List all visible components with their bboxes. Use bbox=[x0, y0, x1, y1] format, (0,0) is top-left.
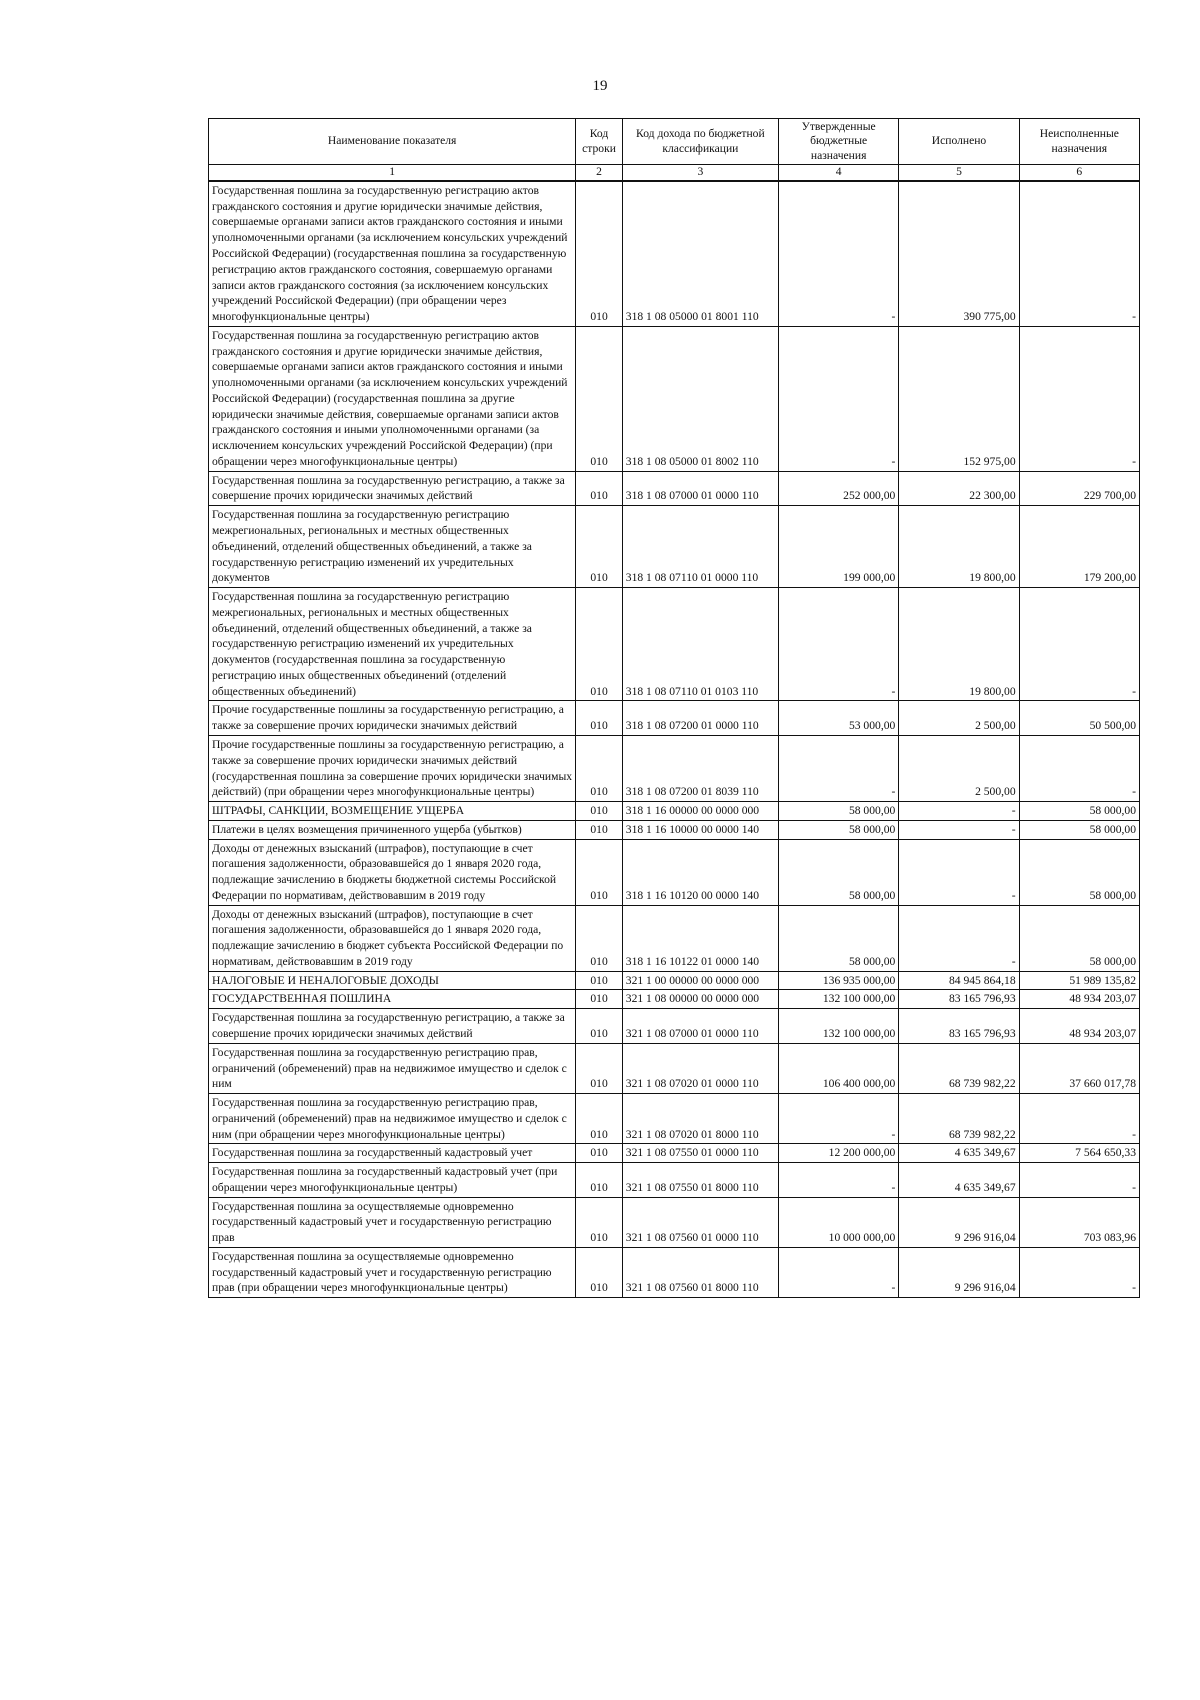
row-name: Государственная пошлина за государственную регистрацию актов гражданского состояния и другие юридически значимые действия, совершаемые органами записи актов гражданского состояния и иными уполномоченными органами (за исключением консульских учреждений Российской Федерации) (государственная пошлина за государственную регистрацию актов гражданского состояния, совершаемую органами записи актов гражданского состояния (за исключением консульских учреждений Российской Федерации) (при обращении через многофункциональные центры) bbox=[209, 181, 576, 326]
row-approved: 53 000,00 bbox=[778, 701, 898, 736]
table-row bbox=[209, 802, 1140, 821]
table-row bbox=[209, 471, 1140, 506]
row-name: Платежи в целях возмещения причиненного ущерба (убытков) bbox=[209, 820, 576, 839]
table-row bbox=[209, 701, 1140, 736]
table-row bbox=[209, 1043, 1140, 1093]
header-approved: Утвержденные бюджетные назначения bbox=[778, 119, 898, 165]
table-row bbox=[209, 1144, 1140, 1163]
row-line-code: 010 bbox=[576, 1009, 622, 1044]
row-name: Государственная пошлина за государственный кадастровый учет (при обращении через многофункциональные центры) bbox=[209, 1163, 576, 1198]
row-name: Прочие государственные пошлины за государственную регистрацию, а также за совершение прочих юридически значимых действий (государственная пошлина за совершение прочих юридически значимых действий) (при обращении через многофункциональные центры) bbox=[209, 735, 576, 801]
row-income-code: 321 1 08 07020 01 0000 110 bbox=[622, 1043, 778, 1093]
row-executed: 83 165 796,93 bbox=[899, 990, 1019, 1009]
header-unexecuted: Неисполненные назначения bbox=[1019, 119, 1139, 165]
row-unexecuted: - bbox=[1019, 326, 1139, 471]
row-line-code: 010 bbox=[576, 326, 622, 471]
row-executed: 9 296 916,04 bbox=[899, 1247, 1019, 1297]
row-approved: 12 200 000,00 bbox=[778, 1144, 898, 1163]
row-approved: 199 000,00 bbox=[778, 506, 898, 588]
row-line-code: 010 bbox=[576, 971, 622, 990]
header-indicator-name: Наименование показателя bbox=[209, 119, 576, 165]
row-approved: - bbox=[778, 181, 898, 326]
row-line-code: 010 bbox=[576, 471, 622, 506]
column-number: 3 bbox=[622, 165, 778, 181]
row-name: Доходы от денежных взысканий (штрафов), поступающие в счет погашения задолженности, образовавшейся до 1 января 2020 года, подлежащие зачислению в бюджеты бюджетной системы Российской Федерации по нормативам, действовавшим в 2019 году bbox=[209, 839, 576, 905]
row-line-code: 010 bbox=[576, 802, 622, 821]
table-row bbox=[209, 1247, 1140, 1297]
row-executed: 2 500,00 bbox=[899, 735, 1019, 801]
row-income-code: 321 1 08 07020 01 8000 110 bbox=[622, 1094, 778, 1144]
row-line-code: 010 bbox=[576, 1247, 622, 1297]
row-income-code: 318 1 08 07200 01 0000 110 bbox=[622, 701, 778, 736]
row-approved: - bbox=[778, 735, 898, 801]
row-unexecuted: 179 200,00 bbox=[1019, 506, 1139, 588]
row-executed: 19 800,00 bbox=[899, 506, 1019, 588]
row-income-code: 321 1 08 00000 00 0000 000 bbox=[622, 990, 778, 1009]
row-income-code: 318 1 08 05000 01 8002 110 bbox=[622, 326, 778, 471]
row-executed: - bbox=[899, 905, 1019, 971]
row-approved: - bbox=[778, 1247, 898, 1297]
row-approved: - bbox=[778, 1094, 898, 1144]
row-name: ШТРАФЫ, САНКЦИИ, ВОЗМЕЩЕНИЕ УЩЕРБА bbox=[209, 802, 576, 821]
row-approved: 136 935 000,00 bbox=[778, 971, 898, 990]
row-unexecuted: 58 000,00 bbox=[1019, 802, 1139, 821]
row-approved: 58 000,00 bbox=[778, 820, 898, 839]
row-unexecuted: - bbox=[1019, 588, 1139, 701]
row-income-code: 321 1 08 07550 01 0000 110 bbox=[622, 1144, 778, 1163]
row-name: Доходы от денежных взысканий (штрафов), поступающие в счет погашения задолженности, образовавшейся до 1 января 2020 года, подлежащие зачислению в бюджет субъекта Российской Федерации по нормативам, действовавшим в 2019 году bbox=[209, 905, 576, 971]
row-name: Государственная пошлина за государственную регистрацию межрегиональных, региональных и местных общественных объединений, отделений общественных объединений, а также за государственную регистрацию изменений их учредительных документов bbox=[209, 506, 576, 588]
row-income-code: 318 1 08 05000 01 8001 110 bbox=[622, 181, 778, 326]
row-unexecuted: - bbox=[1019, 181, 1139, 326]
row-unexecuted: 51 989 135,82 bbox=[1019, 971, 1139, 990]
row-executed: - bbox=[899, 820, 1019, 839]
row-name: Государственная пошлина за государственный кадастровый учет bbox=[209, 1144, 576, 1163]
table-row bbox=[209, 820, 1140, 839]
row-line-code: 010 bbox=[576, 1197, 622, 1247]
row-income-code: 321 1 08 07560 01 0000 110 bbox=[622, 1197, 778, 1247]
row-approved: 132 100 000,00 bbox=[778, 1009, 898, 1044]
row-income-code: 318 1 08 07000 01 0000 110 bbox=[622, 471, 778, 506]
row-income-code: 318 1 16 10000 00 0000 140 bbox=[622, 820, 778, 839]
row-name: Государственная пошлина за государственную регистрацию, а также за совершение прочих юридически значимых действий bbox=[209, 1009, 576, 1044]
row-unexecuted: - bbox=[1019, 1094, 1139, 1144]
row-line-code: 010 bbox=[576, 735, 622, 801]
row-name: Государственная пошлина за государственную регистрацию прав, ограничений (обременений) прав на недвижимое имущество и сделок с ним (при обращении через многофункциональные центры) bbox=[209, 1094, 576, 1144]
row-income-code: 318 1 16 00000 00 0000 000 bbox=[622, 802, 778, 821]
row-executed: 22 300,00 bbox=[899, 471, 1019, 506]
row-executed: 390 775,00 bbox=[899, 181, 1019, 326]
row-unexecuted: 7 564 650,33 bbox=[1019, 1144, 1139, 1163]
row-line-code: 010 bbox=[576, 181, 622, 326]
table-body bbox=[209, 181, 1140, 1298]
row-line-code: 010 bbox=[576, 1094, 622, 1144]
table-row bbox=[209, 971, 1140, 990]
row-income-code: 318 1 16 10120 00 0000 140 bbox=[622, 839, 778, 905]
table-row bbox=[209, 990, 1140, 1009]
row-approved: - bbox=[778, 326, 898, 471]
row-executed: - bbox=[899, 839, 1019, 905]
row-approved: - bbox=[778, 1163, 898, 1198]
row-name: Государственная пошлина за государственную регистрацию актов гражданского состояния и другие юридически значимые действия, совершаемые органами записи актов гражданского состояния и иными уполномоченными органами (за исключением консульских учреждений Российской Федерации) (государственная пошлина за другие юридически значимые действия, совершаемые органами записи актов гражданского состояния и иными уполномоченными органами (за исключением консульских учреждений Российской Федерации) (при обращении через многофункциональные центры) bbox=[209, 326, 576, 471]
row-name: Государственная пошлина за государственную регистрацию межрегиональных, региональных и местных общественных объединений, отделений общественных объединений, а также за государственную регистрацию изменений их учредительных документов (государственная пошлина за государственную регистрацию иных общественных объединений (отделений общественных объединений) bbox=[209, 588, 576, 701]
column-number: 6 bbox=[1019, 165, 1139, 181]
row-line-code: 010 bbox=[576, 588, 622, 701]
row-line-code: 010 bbox=[576, 1043, 622, 1093]
row-name: Государственная пошлина за осуществляемые одновременно государственный кадастровый учет и государственную регистрацию прав (при обращении через многофункциональные центры) bbox=[209, 1247, 576, 1297]
row-name: Государственная пошлина за государственную регистрацию прав, ограничений (обременений) прав на недвижимое имущество и сделок с ним bbox=[209, 1043, 576, 1093]
table-header-row bbox=[209, 119, 1140, 165]
budget-execution-table bbox=[208, 118, 1140, 1298]
row-executed: 19 800,00 bbox=[899, 588, 1019, 701]
row-approved: 106 400 000,00 bbox=[778, 1043, 898, 1093]
column-number: 2 bbox=[576, 165, 622, 181]
header-line-code: Код строки bbox=[576, 119, 622, 165]
row-name: Прочие государственные пошлины за государственную регистрацию, а также за совершение прочих юридически значимых действий bbox=[209, 701, 576, 736]
row-unexecuted: 37 660 017,78 bbox=[1019, 1043, 1139, 1093]
row-executed: - bbox=[899, 802, 1019, 821]
row-income-code: 318 1 08 07110 01 0103 110 bbox=[622, 588, 778, 701]
row-approved: 58 000,00 bbox=[778, 839, 898, 905]
row-executed: 152 975,00 bbox=[899, 326, 1019, 471]
row-executed: 4 635 349,67 bbox=[899, 1144, 1019, 1163]
row-income-code: 321 1 08 07550 01 8000 110 bbox=[622, 1163, 778, 1198]
table-row bbox=[209, 506, 1140, 588]
table-row bbox=[209, 181, 1140, 326]
table-row bbox=[209, 905, 1140, 971]
row-line-code: 010 bbox=[576, 1144, 622, 1163]
header-income-code: Код дохода по бюджетной классификации bbox=[622, 119, 778, 165]
row-unexecuted: 58 000,00 bbox=[1019, 839, 1139, 905]
row-income-code: 321 1 08 07000 01 0000 110 bbox=[622, 1009, 778, 1044]
row-unexecuted: - bbox=[1019, 1247, 1139, 1297]
table-row bbox=[209, 1094, 1140, 1144]
row-executed: 9 296 916,04 bbox=[899, 1197, 1019, 1247]
row-approved: 252 000,00 bbox=[778, 471, 898, 506]
row-line-code: 010 bbox=[576, 506, 622, 588]
row-line-code: 010 bbox=[576, 820, 622, 839]
row-executed: 68 739 982,22 bbox=[899, 1043, 1019, 1093]
row-income-code: 321 1 08 07560 01 8000 110 bbox=[622, 1247, 778, 1297]
row-income-code: 321 1 00 00000 00 0000 000 bbox=[622, 971, 778, 990]
column-number: 5 bbox=[899, 165, 1019, 181]
row-unexecuted: - bbox=[1019, 1163, 1139, 1198]
table-row bbox=[209, 735, 1140, 801]
column-number-row bbox=[209, 165, 1140, 181]
row-unexecuted: 229 700,00 bbox=[1019, 471, 1139, 506]
row-unexecuted: 48 934 203,07 bbox=[1019, 1009, 1139, 1044]
table-row bbox=[209, 1197, 1140, 1247]
table-row bbox=[209, 326, 1140, 471]
row-line-code: 010 bbox=[576, 701, 622, 736]
row-approved: 58 000,00 bbox=[778, 802, 898, 821]
row-executed: 2 500,00 bbox=[899, 701, 1019, 736]
row-executed: 83 165 796,93 bbox=[899, 1009, 1019, 1044]
row-income-code: 318 1 08 07200 01 8039 110 bbox=[622, 735, 778, 801]
row-line-code: 010 bbox=[576, 905, 622, 971]
row-approved: 132 100 000,00 bbox=[778, 990, 898, 1009]
row-executed: 68 739 982,22 bbox=[899, 1094, 1019, 1144]
table-row bbox=[209, 588, 1140, 701]
table-row bbox=[209, 1163, 1140, 1198]
page-number: 19 bbox=[592, 78, 608, 94]
row-unexecuted: - bbox=[1019, 735, 1139, 801]
row-unexecuted: 58 000,00 bbox=[1019, 905, 1139, 971]
row-line-code: 010 bbox=[576, 990, 622, 1009]
row-approved: - bbox=[778, 588, 898, 701]
row-unexecuted: 48 934 203,07 bbox=[1019, 990, 1139, 1009]
row-executed: 4 635 349,67 bbox=[899, 1163, 1019, 1198]
header-executed: Исполнено bbox=[899, 119, 1019, 165]
column-number: 4 bbox=[778, 165, 898, 181]
column-number: 1 bbox=[209, 165, 576, 181]
row-income-code: 318 1 16 10122 01 0000 140 bbox=[622, 905, 778, 971]
row-name: ГОСУДАРСТВЕННАЯ ПОШЛИНА bbox=[209, 990, 576, 1009]
row-unexecuted: 50 500,00 bbox=[1019, 701, 1139, 736]
row-name: Государственная пошлина за государственную регистрацию, а также за совершение прочих юридически значимых действий bbox=[209, 471, 576, 506]
row-unexecuted: 703 083,96 bbox=[1019, 1197, 1139, 1247]
row-income-code: 318 1 08 07110 01 0000 110 bbox=[622, 506, 778, 588]
row-name: НАЛОГОВЫЕ И НЕНАЛОГОВЫЕ ДОХОДЫ bbox=[209, 971, 576, 990]
row-line-code: 010 bbox=[576, 1163, 622, 1198]
row-executed: 84 945 864,18 bbox=[899, 971, 1019, 990]
row-name: Государственная пошлина за осуществляемые одновременно государственный кадастровый учет и государственную регистрацию прав bbox=[209, 1197, 576, 1247]
row-approved: 10 000 000,00 bbox=[778, 1197, 898, 1247]
table-row bbox=[209, 839, 1140, 905]
row-unexecuted: 58 000,00 bbox=[1019, 820, 1139, 839]
table-row bbox=[209, 1009, 1140, 1044]
row-line-code: 010 bbox=[576, 839, 622, 905]
row-approved: 58 000,00 bbox=[778, 905, 898, 971]
